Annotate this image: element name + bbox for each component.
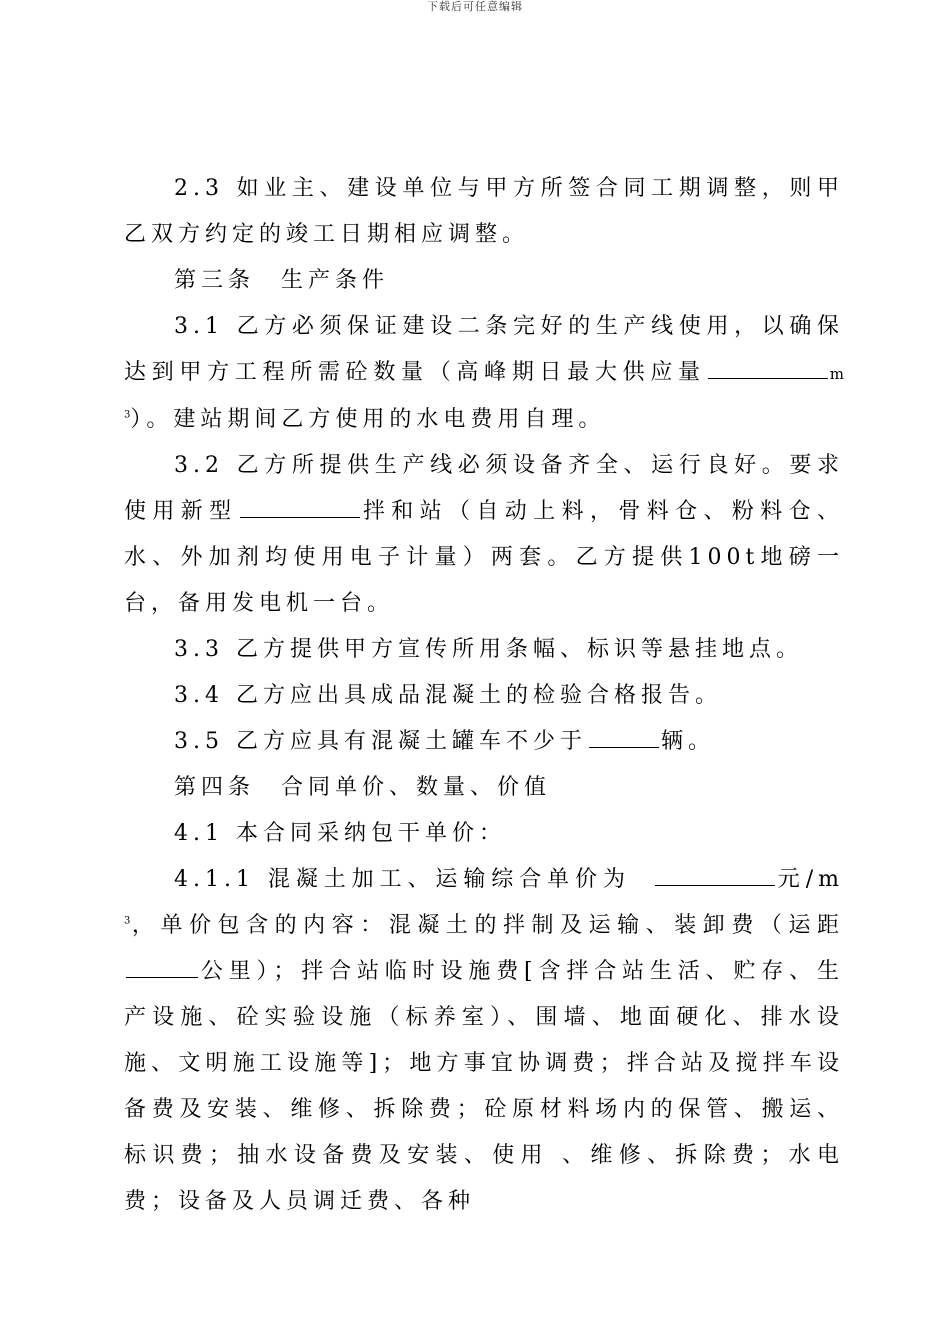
clause-3-5: [124, 719, 844, 765]
blank-haul-distance[interactable]: [126, 957, 198, 978]
clause-3-2: [124, 443, 844, 627]
blank-mixing-station-model[interactable]: [240, 497, 360, 518]
document-body: [124, 166, 844, 1225]
clause-3-3: 3.3 乙方提供甲方宣传所用条幅、标识等悬挂地点。: [174, 637, 803, 662]
clause-4-1-1-text-d: 公里）；拌合站临时设施费[含拌合站生活、贮存、生产设施、砼实验设施（标养室）、围墙、地面硬化、排水设施、文明施工设施等]；地方事宜协调费；拌合站及搅拌车设备费及安装、维修、拆除费；砼原材料场内的保管、搬运、标识费；抽水设备费及安装、使用 、维修、拆除费；水电费；设备及人员调迁费、各种: [124, 959, 844, 1214]
clause-4-1-1-text-b: 元/m: [776, 867, 844, 892]
article-4-number: 第四条: [174, 775, 256, 800]
blank-peak-supply[interactable]: [708, 358, 828, 379]
header-note: 下载后可任意编辑: [427, 0, 523, 13]
article-4-heading: [124, 765, 844, 811]
clause-4-1-1-text-c: ，单价包含的内容：混凝土的拌制及运输、装卸费（运距: [130, 913, 844, 938]
clause-3-1-text-b: ）。建站期间乙方使用的水电费用自理。: [130, 407, 606, 432]
article-3-heading: [124, 258, 844, 304]
clause-3-2-text-b: 拌和站（自动上料，骨料仓、粉料仓、水、外加剂均使用电子计量）两套。乙方提供100t地磅一台，备用发电机一台。: [124, 499, 844, 616]
clause-3-5-text-b: 辆。: [660, 729, 715, 754]
clause-4-1-1: [124, 857, 844, 1225]
clause-3-1: [124, 304, 844, 443]
unit-cubic-meter: m: [829, 365, 844, 383]
article-3-title: 生产条件: [281, 268, 390, 293]
clause-3-4: 3.4 乙方应出具成品混凝土的检验合格报告。: [174, 683, 722, 708]
clause-4-1: 4.1 本合同采纳包干单价：: [174, 821, 506, 846]
unit-superscript-2: 3: [124, 915, 131, 927]
unit-superscript: 3: [124, 409, 131, 421]
clause-3-5-text-a: 3.5 乙方应具有混凝土罐车不少于: [174, 729, 587, 754]
clause-4-1-1-text-a: 4.1.1 混凝土加工、运输综合单价为: [174, 867, 631, 892]
article-4-title: 合同单价、数量、价值: [281, 775, 552, 800]
article-3-number: 第三条: [174, 268, 256, 293]
clause-3-1-text-a: 3.1 乙方必须保证建设二条完好的生产线使用，以确保达到甲方工程所需砼数量（高峰期日最大供应量: [124, 314, 844, 385]
blank-unit-price[interactable]: [655, 865, 775, 886]
clause-2-3: 2.3 如业主、建设单位与甲方所签合同工期调整，则甲乙双方约定的竣工日期相应调整。: [124, 176, 844, 247]
clause-3-2-text-a: 3.2 乙方所提供生产线必须设备齐全、运行良好。要求使用新型: [124, 453, 844, 524]
blank-truck-count[interactable]: [589, 727, 659, 748]
